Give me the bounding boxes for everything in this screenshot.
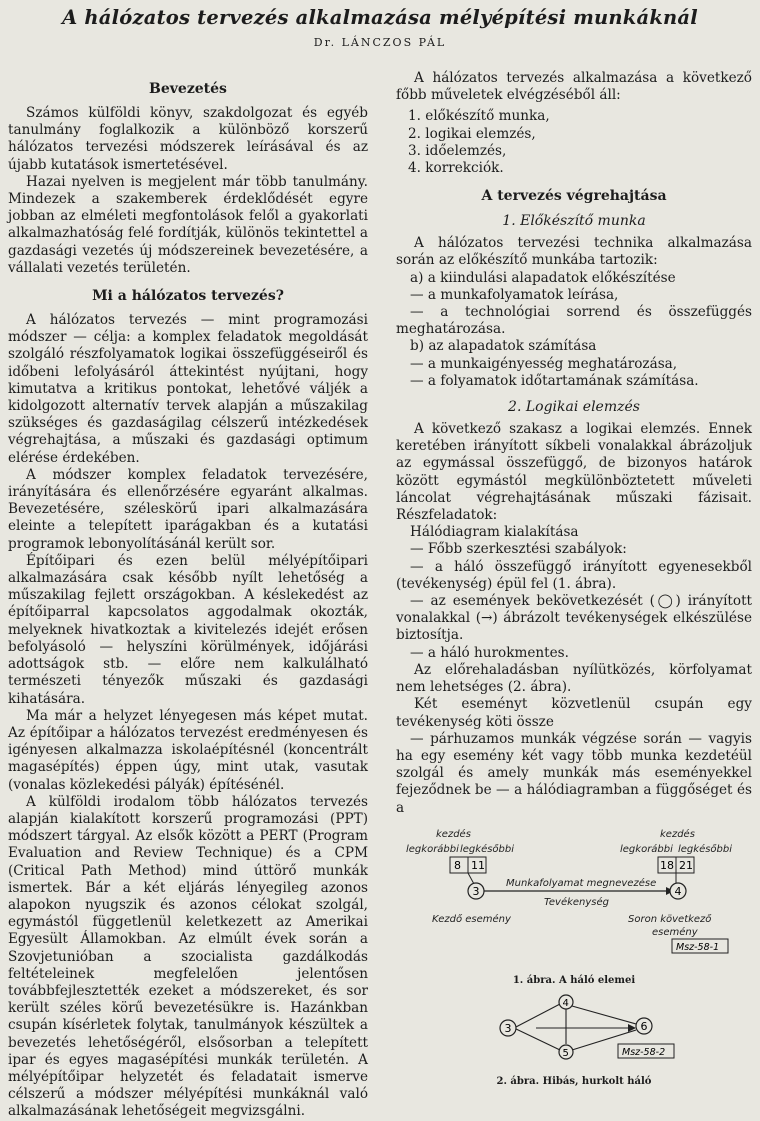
paragraph: A következő szakasz a logikai elemzés. Ennek keretében irányított síkbeli vonalakkal ábrázoljuk az egymással összefüggő, de bizonyos határok között egymástól megkülönböztetett műveleti láncolat végrehajtásának műszaki fázisait. Részfeladatok: bbox=[396, 421, 752, 524]
fig1-start-event: Kezdő esemény bbox=[432, 913, 511, 925]
paragraph: A módszer komplex feladatok tervezésére, irányítására és ellenőrzésére egyaránt alkalmas. Bevezetésére, széleskörű ipari alkalmazására eleinte a telepített iparágakban és a kutatási programok lebonyolításánál került sor. bbox=[8, 466, 368, 552]
fig1-start-kezdes: kezdés bbox=[436, 828, 471, 840]
figure-1-caption: 1. ábra. A háló elemei bbox=[512, 974, 636, 986]
fig1-box2-a: 18 bbox=[660, 858, 674, 872]
paragraph: Hálódiagram kialakítása bbox=[410, 524, 579, 541]
paragraph: — az események bekövetkezését (◯) irányított vonalakkal (→) ábrázolt tevékenységek elkészülése biztosítja. bbox=[396, 593, 752, 644]
fig1-latest-2: legkésőbbi bbox=[678, 843, 733, 855]
fig2-edge-3-5 bbox=[514, 1028, 560, 1050]
paragraph: — a munkaigényesség meghatározása, bbox=[410, 355, 678, 372]
fig2-edge-4-6 bbox=[572, 1006, 636, 1024]
paragraph: — a munkafolyamatok leírása, bbox=[410, 286, 619, 303]
paragraph: — a folyamatok időtartamának számítása. bbox=[410, 372, 699, 389]
list-item: 1. előkészítő munka, bbox=[408, 108, 550, 125]
fig2-node-6-label: 6 bbox=[640, 1019, 648, 1033]
fig1-box2-b: 21 bbox=[679, 858, 693, 872]
fig2-edge-3-4 bbox=[514, 1004, 560, 1028]
paragraph: a) a kiindulási alapadatok előkészítése bbox=[410, 269, 676, 286]
fig1-earliest-2: legkorábbi bbox=[620, 843, 673, 855]
fig1-latest: legkésőbbi bbox=[460, 843, 515, 855]
fig1-node-start-label: 3 bbox=[472, 884, 480, 898]
fig1-earliest: legkorábbi bbox=[406, 843, 459, 855]
paragraph: — a háló összefüggő irányított egyenesekből (tevékenység) épül fel (1. ábra). bbox=[396, 558, 752, 592]
fig1-process-name: Munkafolyamat megnevezése bbox=[506, 877, 657, 889]
paragraph: Építőipari és ezen belül mélyépítőipari alkalmazására csak később nyílt lehetőség a műszakilag fejlett országokban. A késlekedést az építőiparral kapcsolatos aggodalmak okozták, melyeknek hivatkoztak a kivitelezés idejét erősen befolyásoló — helyszíni körülmények, időjárási adottságok stb. — előre nem kalkulálható természeti tényezők műszaki és gazdasági kihatására. bbox=[8, 552, 368, 707]
paragraph: — a technológiai sorrend és összefüggés meghatározása. bbox=[396, 304, 752, 338]
list-item: 4. korrekciók. bbox=[408, 160, 504, 177]
fig1-node-end-label: 4 bbox=[674, 884, 682, 898]
fig2-node-5-label: 5 bbox=[562, 1047, 569, 1059]
figure-2 bbox=[396, 994, 752, 1087]
figure-2-caption: 2. ábra. Hibás, hurkolt háló bbox=[496, 1075, 652, 1087]
left-column bbox=[8, 70, 368, 1121]
author: Dr. LÁNCZOS PÁL bbox=[313, 36, 447, 49]
paragraph: A külföldi irodalom több hálózatos tervezés alapján kialakított korszerű programozási (PPT) módszert tárgyal. Az elsők között a PERT (Program Evaluation and Review Technique) és a CPM (Critical Path Method) mind úttörő munkák ismertek. Bár a két eljárás lényegileg azonos alapokon nyugszik és azonos célokat szolgál, egymástól függetlenül keletkezett az Amerikai Egyesült Államokban. Az elmúlt évek során a Szovjetunióban a szocialista gazdálkodás feltételeinek megfelelően jelentősen továbbfejlesztették ezeket a módszereket, és sor került széles körű bevezetésükre is. Hazánkban csupán kísérletek folytak, tanulmányok készültek a bevezetés lehetőségéről, elsősorban a telepített ipar és egyes magasépítési munkák területén. A mélyépítőipar helyzetét és feladatait ismerve célszerű a módszer mélyépítési munkáknál való alkalmazásának lehetőségeit megvizsgálni. bbox=[8, 793, 368, 1120]
fig1-next-event-1: Soron következő bbox=[628, 913, 712, 925]
fig1-box1-b: 11 bbox=[471, 858, 485, 872]
figure-1 bbox=[396, 827, 752, 986]
right-column bbox=[396, 70, 752, 1087]
paragraph: b) az alapadatok számítása bbox=[410, 338, 597, 355]
fig1-end-kezdes: kezdés bbox=[660, 828, 695, 840]
heading-intro: Bevezetés bbox=[149, 81, 227, 97]
paragraph: Két eseményt közvetlenül csupán egy tevékenység köti össze bbox=[396, 696, 752, 730]
paragraph: A hálózatos tervezési technika alkalmazása során az előkészítő munkába tartozik: bbox=[396, 235, 752, 269]
fig1-leader-1 bbox=[468, 873, 474, 884]
subheading-preparation: 1. Előkészítő munka bbox=[502, 213, 646, 230]
fig2-stamp: Msz-58-2 bbox=[622, 1046, 666, 1058]
fig1-box1-a: 8 bbox=[454, 858, 461, 872]
fig2-node-3-label: 3 bbox=[504, 1021, 512, 1035]
fig1-activity-label: Tevékenység bbox=[544, 896, 610, 908]
heading-execution: A tervezés végrehajtása bbox=[481, 188, 667, 205]
paragraph: — a háló hurokmentes. bbox=[410, 644, 569, 661]
list-item: 2. logikai elemzés, bbox=[408, 125, 536, 142]
fig1-stamp: Msz-58-1 bbox=[676, 941, 720, 953]
paragraph: A hálózatos tervezés alkalmazása a következő főbb műveletek elvégzéséből áll: bbox=[396, 70, 752, 104]
paragraph: — Főbb szerkesztési szabályok: bbox=[410, 541, 627, 558]
fig2-node-4-label: 4 bbox=[562, 997, 569, 1009]
paragraph: Hazai nyelven is megjelent már több tanulmány. Mindezek a szakemberek érdeklődését egyre jobban az elméleti megfontolások felől a gyakorlati alkalmazhatóság felé fordítják, különös tekintettel a gazdasági vezetés új módszereinek bevezetésére, a vállalati vezetés területén. bbox=[8, 173, 368, 276]
subheading-logic: 2. Logikai elemzés bbox=[508, 399, 640, 416]
figure-1-diagram bbox=[396, 827, 752, 967]
heading-what-is: Mi a hálózatos tervezés? bbox=[92, 288, 284, 305]
paragraph: Számos külföldi könyv, szakdolgozat és egyéb tanulmány foglalkozik a különböző korszerű hálózatos tervezési módszerek leírásával és az újabb kutatások ismertetésével. bbox=[8, 105, 368, 173]
fig1-next-event-2: esemény bbox=[652, 926, 698, 938]
article-title: A hálózatos tervezés alkalmazása mélyépítési munkáknál bbox=[62, 6, 698, 29]
list-item: 3. időelemzés, bbox=[408, 142, 507, 159]
paragraph: Ma már a helyzet lényegesen más képet mutat. Az építőipar a hálózatos tervezést eredményesen és igényesen alkalmazza iskolaépítésnél (koncentrált magasépítés) éppen úgy, mint utak, vasutak (vonalas közlekedési pályák) építésénél. bbox=[8, 707, 368, 793]
paragraph: Az előrehaladásban nyílütközés, körfolyamat nem lehetséges (2. ábra). bbox=[396, 661, 752, 696]
paragraph: A hálózatos tervezés — mint programozási módszer — célja: a komplex feladatok megoldását szolgáló részfolyamatok logikai összefüggéseiről és időbeni lefolyásáról áttekintést nyújtani, hogy kimutatva a kritikus pontokat, lehetővé váljék a kidolgozott alternatív tervek alapján a műszakilag szükséges és gazdaságilag célszerű intézkedések végrehajtása, a műszaki és gazdasági optimum elérése érdekében. bbox=[8, 312, 368, 466]
paragraph: — párhuzamos munkák végzése során — vagyis ha egy esemény két vagy több munka kezdetéül szolgál és amely munkák más eseményekkel fejeződnek be — a hálódiagramban a függőséget és a bbox=[396, 730, 752, 816]
